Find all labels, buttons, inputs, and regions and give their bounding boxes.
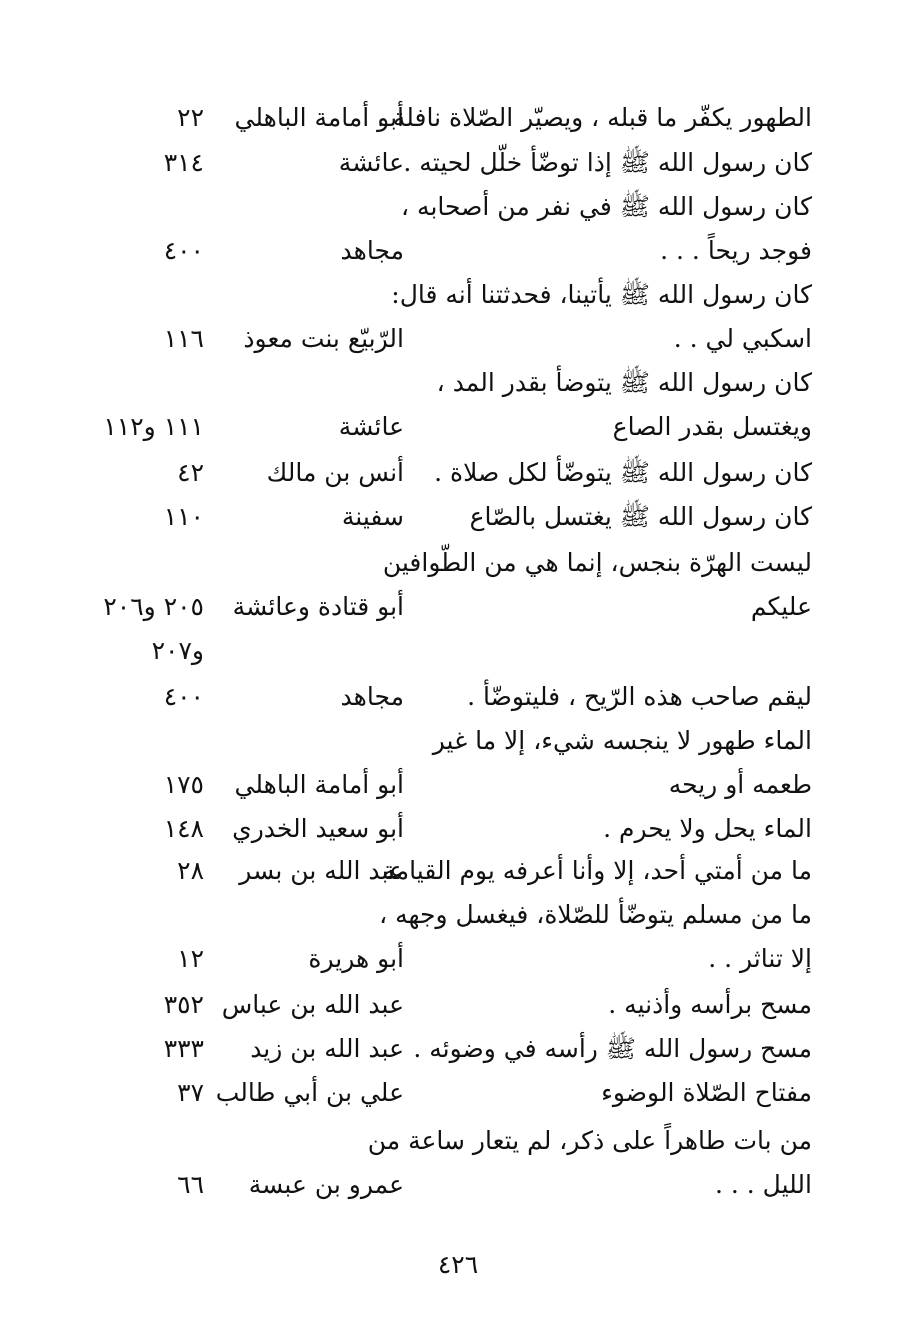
page-reference: ١٧٥	[163, 770, 204, 799]
hadith-text: ما من مسلم يتوضّأ للصّلاة، فيغسل وجهه ،	[379, 900, 812, 929]
index-entry-row	[0, 1162, 916, 1208]
index-entry-row	[0, 316, 916, 362]
index-entry-row	[0, 184, 916, 230]
index-entry-row	[0, 360, 916, 406]
index-entry-row	[0, 1118, 916, 1164]
hadith-text: كان رسول الله ﷺ يغتسل بالصّاع	[469, 502, 812, 531]
hadith-text: كان رسول الله ﷺ يأتينا، فحدثتنا أنه قال:	[391, 280, 812, 309]
index-entry-row	[0, 1070, 916, 1116]
hadith-text: الماء طهور لا ينجسه شيء، إلا ما غير	[432, 726, 812, 755]
hadith-text: مفتاح الصّلاة الوضوء	[601, 1078, 812, 1107]
hadith-text: فوجد ريحاً . . .	[660, 236, 812, 265]
hadith-text: الطهور يكفّر ما قبله ، ويصيّر الصّلاة نافلة .	[376, 103, 812, 132]
index-entry-row	[0, 140, 916, 186]
index-entry-row	[0, 1026, 916, 1072]
hadith-text: ويغتسل بقدر الصاع	[612, 412, 812, 441]
page-reference: ١١١ و١١٢	[103, 412, 204, 441]
index-entry-row	[0, 982, 916, 1028]
hadith-text: مسح برأسه وأذنيه .	[608, 990, 812, 1019]
hadith-text: مسح رسول الله ﷺ رأسه في وضوئه .	[413, 1034, 812, 1063]
hadith-text: كان رسول الله ﷺ إذا توضّأ خلّل لحيته .	[403, 148, 812, 177]
page-reference: ٢٨	[177, 856, 204, 885]
page-reference: و٢٠٧	[151, 636, 204, 665]
narrator-name: أبو سعيد الخدري	[232, 814, 404, 843]
hadith-text: كان رسول الله ﷺ يتوضأ بقدر المد ،	[436, 368, 812, 397]
index-entry-row	[0, 272, 916, 318]
narrator-name: عائشة	[338, 412, 404, 441]
page-reference: ٣٧	[177, 1078, 204, 1107]
page-number: ٤٢٦	[437, 1250, 479, 1279]
page-reference: ٣١٤	[163, 148, 204, 177]
narrator-name: مجاهد	[340, 682, 404, 711]
narrator-name: عبد الله بن زيد	[250, 1034, 404, 1063]
page-reference: ١١٠	[163, 502, 204, 531]
hadith-text: من بات طاهراً على ذكر، لم يتعار ساعة من	[367, 1126, 812, 1155]
index-entry-row	[0, 628, 916, 674]
index-entry-row	[0, 450, 916, 496]
index-entry-row	[0, 936, 916, 982]
narrator-name: مجاهد	[340, 236, 404, 265]
index-entry-row	[0, 228, 916, 274]
page-reference: ٢٢	[177, 103, 204, 132]
hadith-text: طعمه أو ريحه	[668, 770, 812, 799]
index-entry-row	[0, 404, 916, 450]
page-reference: ٤٠٠	[163, 682, 204, 711]
index-entry-row	[0, 718, 916, 764]
index-entry-row	[0, 95, 916, 141]
narrator-name: علي بن أبي طالب	[215, 1078, 404, 1107]
index-entry-row	[0, 848, 916, 894]
narrator-name: أنس بن مالك	[266, 458, 404, 487]
index-entry-row	[0, 806, 916, 852]
index-entry-row	[0, 892, 916, 938]
narrator-name: سفينة	[341, 502, 404, 531]
page-reference: ٦٦	[177, 1170, 204, 1199]
hadith-text: كان رسول الله ﷺ يتوضّأ لكل صلاة .	[434, 458, 812, 487]
hadith-text: عليكم	[750, 592, 812, 621]
hadith-text: كان رسول الله ﷺ في نفر من أصحابه ،	[401, 192, 812, 221]
narrator-name: أبو أمامة الباهلي	[234, 770, 404, 799]
narrator-name: عائشة	[338, 148, 404, 177]
index-entry-row	[0, 540, 916, 586]
page-reference: ٣٥٢	[163, 990, 204, 1019]
hadith-text: ما من أمتي أحد، إلا وأنا أعرفه يوم القيامة	[382, 856, 812, 885]
page-reference: ٤٠٠	[163, 236, 204, 265]
hadith-text: ليست الهرّة بنجس، إنما هي من الطّوافين	[382, 548, 812, 577]
hadith-text: إلا تناثر . .	[708, 944, 812, 973]
hadith-text: الليل . . .	[715, 1170, 812, 1199]
narrator-name: أبو أمامة الباهلي	[234, 103, 404, 132]
narrator-name: عمرو بن عبسة	[248, 1170, 404, 1199]
page-reference: ٣٣٣	[163, 1034, 204, 1063]
index-entry-row	[0, 494, 916, 540]
narrator-name: أبو هريرة	[308, 944, 404, 973]
index-entry-row	[0, 584, 916, 630]
page-reference: ١٢	[177, 944, 204, 973]
index-entry-row	[0, 674, 916, 720]
index-entry-row	[0, 762, 916, 808]
narrator-name: الرّبيّع بنت معوذ	[243, 324, 404, 353]
narrator-name: عبد الله بن عباس	[221, 990, 404, 1019]
hadith-text: اسكبي لي . .	[673, 324, 812, 353]
page-reference: ٢٠٥ و٢٠٦	[103, 592, 204, 621]
hadith-text: ليقم صاحب هذه الرّيح ، فليتوضّأ .	[467, 682, 812, 711]
page-reference: ٤٢	[177, 458, 204, 487]
page-reference: ١٤٨	[163, 814, 204, 843]
page-reference: ١١٦	[163, 324, 204, 353]
narrator-name: أبو قتادة وعائشة	[232, 592, 404, 621]
hadith-text: الماء يحل ولا يحرم .	[603, 814, 812, 843]
narrator-name: عبد الله بن بسر	[239, 856, 404, 885]
